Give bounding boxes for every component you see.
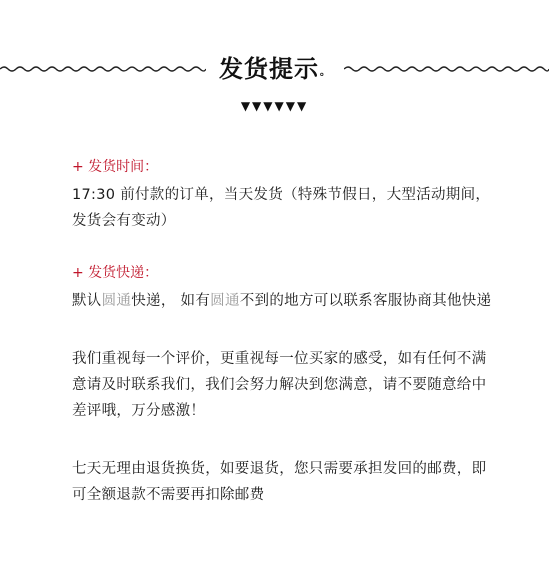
header [0, 50, 549, 90]
review-text: 我们重视每一个评价，更重视每一位买家的感受，如有任何不满意请及时联系我们，我们会努力解决到您满意，请不要随意给中差评哦，万分感激！ [72, 351, 487, 419]
title-dot: 。 [320, 67, 331, 78]
wave-divider-right [344, 64, 549, 74]
express-text: 默认圆通快递， 如有圆通不到的地方可以联系客服协商其他快递 [72, 293, 492, 309]
content [72, 156, 492, 508]
returns-text: 七天无理由退货换货，如要退货，您只需要承担发回的邮费，即可全额退款不需要再扣除邮费 [72, 461, 487, 503]
ship-time-label: + 发货时间： [72, 159, 159, 175]
ship-time-text: 17:30 前付款的订单，当天发货（特殊节假日，大型活动期间，发货会有变动） [72, 187, 491, 229]
triangle-row-icon: ▼▼▼▼▼▼ [240, 99, 309, 113]
express-label: + 发货快递： [72, 265, 159, 281]
express-brand: 圆通 [101, 293, 132, 309]
wave-divider-left [0, 64, 206, 74]
express-brand: 圆通 [210, 293, 240, 309]
page-title: 发货提示。 [219, 54, 331, 83]
